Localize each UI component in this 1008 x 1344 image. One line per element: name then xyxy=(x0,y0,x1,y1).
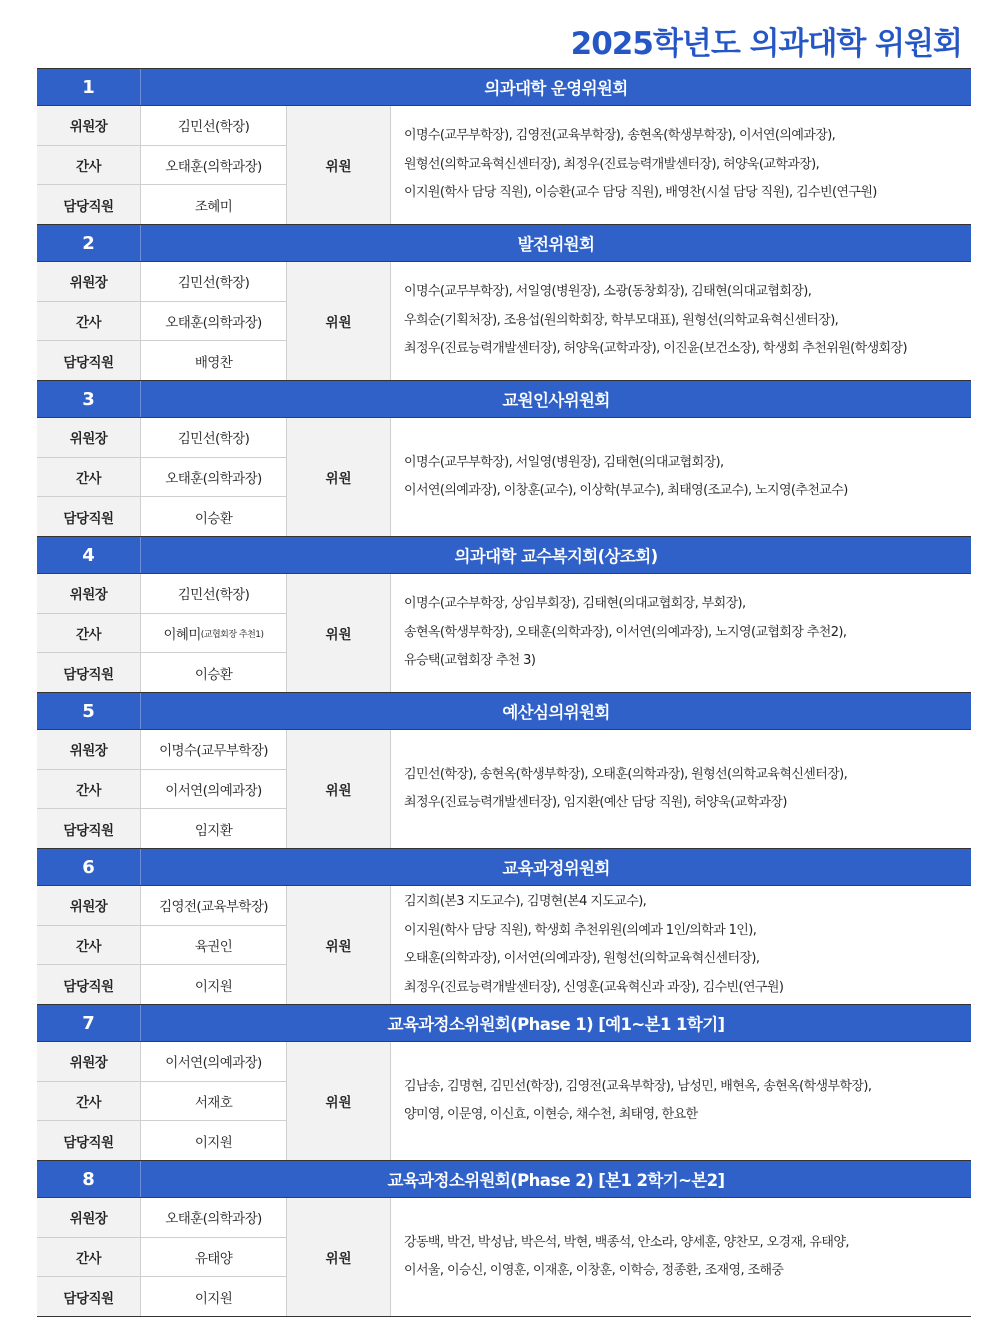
members-line: 강동백, 박건, 박성남, 박은석, 박현, 백종석, 안소라, 양세훈, 양찬모, 오경재, 유태양, xyxy=(404,1234,849,1250)
officer-row-staff xyxy=(37,965,287,1004)
person-secretary xyxy=(141,926,287,965)
role-label-staff: 담당직원 xyxy=(37,809,141,848)
officer-row-chair xyxy=(37,262,287,302)
person-staff xyxy=(141,1277,287,1316)
person-secretary xyxy=(141,1238,287,1277)
committee-section xyxy=(37,225,971,381)
person-note: (교협회장 추천1) xyxy=(200,629,264,640)
committee-number: 2 xyxy=(37,225,141,261)
committee-section xyxy=(37,1005,971,1161)
committee-body xyxy=(37,574,971,693)
person-chair xyxy=(141,106,287,145)
members-line: 송현옥(학생부학장), 오태훈(의학과장), 이서연(의예과장), 노지영(교협회장 추천2), xyxy=(404,624,847,640)
role-label-chair: 위원장 xyxy=(37,418,141,457)
committee-section xyxy=(37,537,971,693)
committee-body xyxy=(37,106,971,225)
committee-name: 의과대학 운영위원회 xyxy=(484,79,628,98)
members-line: 우희순(기획처장), 조용섭(원의학회장, 학부모대표), 원형선(의학교육혁신센터장), xyxy=(404,312,839,328)
members-line: 김지희(본3 지도교수), 김명현(본4 지도교수), xyxy=(404,894,647,909)
person-name: 이서연(의예과장) xyxy=(165,783,262,799)
person-staff xyxy=(141,341,287,380)
members-list xyxy=(391,1198,971,1316)
person-name: 배영찬 xyxy=(194,354,233,371)
role-label-secretary: 간사 xyxy=(37,302,141,341)
members-label: 위원 xyxy=(287,418,391,536)
members-line: 유승택(교협회장 추천 3) xyxy=(404,653,536,669)
committee-header xyxy=(37,1161,971,1198)
officer-row-secretary xyxy=(37,458,287,498)
person-chair xyxy=(141,730,287,769)
person-name: 이승환 xyxy=(194,510,233,527)
committee-body xyxy=(37,886,971,1005)
officer-row-secretary xyxy=(37,770,287,810)
members-list xyxy=(391,730,971,848)
committee-number: 3 xyxy=(37,381,141,417)
members-line: 이명수(교무부학장), 서일영(병원장), 김태현(의대교협회장), xyxy=(404,454,724,470)
role-label-chair: 위원장 xyxy=(37,106,141,145)
officer-rows xyxy=(37,106,287,224)
person-name: 김민선(학장) xyxy=(177,431,250,448)
committee-number: 5 xyxy=(37,693,141,729)
officer-row-secretary xyxy=(37,146,287,186)
role-label-staff: 담당직원 xyxy=(37,185,141,224)
person-name: 이지원 xyxy=(194,1290,233,1307)
person-staff xyxy=(141,497,287,536)
committee-header xyxy=(37,69,971,106)
person-chair xyxy=(141,418,287,457)
committee-body xyxy=(37,1198,971,1317)
person-name: 오태훈(의학과장) xyxy=(165,471,262,487)
role-label-chair: 위원장 xyxy=(37,574,141,613)
members-line: 이명수(교무부학장), 김영전(교육부학장), 송현옥(학생부학장), 이서연(의예과장), xyxy=(404,128,836,144)
person-name: 조혜미 xyxy=(194,198,233,215)
person-name: 김민선(학장) xyxy=(177,587,250,604)
committee-number: 1 xyxy=(37,69,141,105)
person-secretary xyxy=(141,302,287,341)
person-chair xyxy=(141,1042,287,1081)
officer-rows xyxy=(37,1198,287,1316)
person-name: 임지환 xyxy=(194,822,233,839)
person-secretary xyxy=(141,146,287,185)
officer-rows xyxy=(37,886,287,1004)
committee-name: 의과대학 교수복지회(상조회) xyxy=(454,547,658,566)
role-label-staff: 담당직원 xyxy=(37,653,141,692)
person-secretary xyxy=(141,614,287,653)
officer-rows xyxy=(37,574,287,692)
members-line: 오태훈(의학과장), 이서연(의예과장), 원형선(의학교육혁신센터장), xyxy=(404,951,760,966)
members-line: 이서울, 이승신, 이영훈, 이재훈, 이창훈, 이학승, 정종환, 조재영, 조해중 xyxy=(404,1263,784,1278)
committee-table xyxy=(37,68,971,1317)
committee-header xyxy=(37,1005,971,1042)
officer-row-staff xyxy=(37,497,287,536)
committee-header xyxy=(37,693,971,730)
person-chair xyxy=(141,886,287,925)
person-name: 유태양 xyxy=(194,1251,233,1267)
committee-header xyxy=(37,537,971,574)
officer-row-chair xyxy=(37,106,287,146)
officer-row-staff xyxy=(37,1277,287,1316)
role-label-staff: 담당직원 xyxy=(37,965,141,1004)
person-name: 오태훈(의학과장) xyxy=(165,1211,262,1228)
person-chair xyxy=(141,262,287,301)
person-secretary xyxy=(141,770,287,809)
members-line: 최정우(진료능력개발센터장), 신영훈(교육혁신과 과장), 김수빈(연구원) xyxy=(404,979,784,995)
officer-row-secretary xyxy=(37,614,287,654)
committee-header xyxy=(37,849,971,886)
members-line: 김민선(학장), 송현옥(학생부학장), 오태훈(의학과장), 원형선(의학교육혁신센터장), xyxy=(404,766,848,782)
committee-body xyxy=(37,730,971,849)
officer-row-secretary xyxy=(37,1082,287,1122)
officer-row-staff xyxy=(37,1121,287,1160)
person-chair xyxy=(141,1198,287,1237)
person-name: 오태훈(의학과장) xyxy=(165,159,262,175)
officer-row-staff xyxy=(37,341,287,380)
role-label-chair: 위원장 xyxy=(37,1198,141,1237)
role-label-chair: 위원장 xyxy=(37,886,141,925)
officer-row-secretary xyxy=(37,302,287,342)
role-label-secretary: 간사 xyxy=(37,458,141,497)
members-line: 양미영, 이문영, 이신효, 이현승, 채수천, 최태영, 한요한 xyxy=(404,1107,698,1122)
role-label-secretary: 간사 xyxy=(37,614,141,653)
person-staff xyxy=(141,653,287,692)
person-secretary xyxy=(141,1082,287,1121)
members-list xyxy=(391,418,971,536)
role-label-chair: 위원장 xyxy=(37,262,141,301)
members-label: 위원 xyxy=(287,730,391,848)
role-label-staff: 담당직원 xyxy=(37,1277,141,1316)
officer-row-chair xyxy=(37,730,287,770)
role-label-secretary: 간사 xyxy=(37,1082,141,1121)
officer-row-staff xyxy=(37,809,287,848)
officer-rows xyxy=(37,418,287,536)
members-line: 원형선(의학교육혁신센터장), 최정우(진료능력개발센터장), 허양욱(교학과장), xyxy=(404,156,820,172)
committee-body xyxy=(37,418,971,537)
role-label-chair: 위원장 xyxy=(37,730,141,769)
person-secretary xyxy=(141,458,287,497)
person-chair xyxy=(141,574,287,613)
members-label: 위원 xyxy=(287,886,391,1004)
role-label-staff: 담당직원 xyxy=(37,341,141,380)
person-name: 이지원 xyxy=(194,1134,233,1151)
members-line: 최정우(진료능력개발센터장), 임지환(예산 담당 직원), 허양욱(교학과장) xyxy=(404,795,787,810)
members-label: 위원 xyxy=(287,262,391,380)
members-list xyxy=(391,262,971,380)
committee-number: 6 xyxy=(37,849,141,885)
members-list xyxy=(391,106,971,224)
page-title: 2025학년도 의과대학 위원회 xyxy=(570,26,962,62)
officer-rows xyxy=(37,262,287,380)
members-line: 이지원(학사 담당 직원), 학생회 추천위원(의예과 1인/의학과 1인), xyxy=(404,922,757,938)
committee-section xyxy=(37,693,971,849)
committee-number: 4 xyxy=(37,537,141,573)
members-line: 이명수(교수부학장, 상임부회장), 김태현(의대교협회장, 부회장), xyxy=(404,596,746,612)
officer-row-chair xyxy=(37,1042,287,1082)
members-line: 이명수(교무부학장), 서일영(병원장), 소광(동창회장), 김태현(의대교협회장), xyxy=(404,284,812,300)
members-label: 위원 xyxy=(287,574,391,692)
person-name: 이지원 xyxy=(194,978,233,995)
committee-name: 교육과정소위원회(Phase 1) [예1~본1 1학기] xyxy=(387,1015,725,1034)
officer-rows xyxy=(37,730,287,848)
committee-section xyxy=(37,69,971,225)
committee-name: 교원인사위원회 xyxy=(502,391,610,410)
person-staff xyxy=(141,965,287,1004)
committee-number: 7 xyxy=(37,1005,141,1041)
members-line: 최정우(진료능력개발센터장), 허양욱(교학과장), 이진윤(보건소장), 학생회 추천위원(학생회장) xyxy=(404,341,907,357)
person-name: 육권인 xyxy=(194,939,233,955)
committee-header xyxy=(37,381,971,418)
officer-row-chair xyxy=(37,418,287,458)
committee-name: 발전위원회 xyxy=(517,235,595,254)
person-name: 오태훈(의학과장) xyxy=(165,315,262,331)
officer-row-chair xyxy=(37,1198,287,1238)
person-name: 서재호 xyxy=(194,1095,233,1111)
role-label-secretary: 간사 xyxy=(37,146,141,185)
role-label-secretary: 간사 xyxy=(37,770,141,809)
officer-row-secretary xyxy=(37,926,287,966)
committee-name: 교육과정소위원회(Phase 2) [본1 2학기~본2] xyxy=(387,1171,725,1190)
members-list xyxy=(391,1042,971,1160)
committee-section xyxy=(37,381,971,537)
committee-body xyxy=(37,1042,971,1161)
person-name: 이승환 xyxy=(194,666,233,683)
members-label: 위원 xyxy=(287,106,391,224)
person-staff xyxy=(141,1121,287,1160)
person-name: 김영전(교육부학장) xyxy=(159,899,268,916)
person-name: 이명수(교무부학장) xyxy=(159,743,268,760)
role-label-secretary: 간사 xyxy=(37,926,141,965)
person-name: 김민선(학장) xyxy=(177,119,250,136)
officer-row-chair xyxy=(37,886,287,926)
officer-row-secretary xyxy=(37,1238,287,1278)
role-label-secretary: 간사 xyxy=(37,1238,141,1277)
officer-row-chair xyxy=(37,574,287,614)
role-label-staff: 담당직원 xyxy=(37,1121,141,1160)
members-label: 위원 xyxy=(287,1198,391,1316)
committee-section xyxy=(37,1161,971,1317)
officer-row-staff xyxy=(37,653,287,692)
committee-header xyxy=(37,225,971,262)
person-staff xyxy=(141,809,287,848)
committee-number: 8 xyxy=(37,1161,141,1197)
members-list xyxy=(391,886,971,1004)
members-line: 김남송, 김명현, 김민선(학장), 김영전(교육부학장), 남성민, 배현옥, 송현옥(학생부학장), xyxy=(404,1078,872,1094)
committee-section xyxy=(37,849,971,1005)
role-label-staff: 담당직원 xyxy=(37,497,141,536)
committee-name: 교육과정위원회 xyxy=(502,859,610,878)
role-label-chair: 위원장 xyxy=(37,1042,141,1081)
person-name: 이혜미 xyxy=(163,627,201,643)
members-line: 이지원(학사 담당 직원), 이승환(교수 담당 직원), 배영찬(시설 담당 직원), 김수빈(연구원) xyxy=(404,185,877,201)
members-label: 위원 xyxy=(287,1042,391,1160)
members-list xyxy=(391,574,971,692)
person-name: 이서연(의예과장) xyxy=(165,1055,262,1072)
members-line: 이서연(의예과장), 이창훈(교수), 이상학(부교수), 최태영(조교수), 노지영(추천교수) xyxy=(404,483,848,498)
person-name: 김민선(학장) xyxy=(177,275,250,292)
committee-body xyxy=(37,262,971,381)
officer-row-staff xyxy=(37,185,287,224)
committee-name: 예산심의위원회 xyxy=(502,703,610,722)
officer-rows xyxy=(37,1042,287,1160)
person-staff xyxy=(141,185,287,224)
